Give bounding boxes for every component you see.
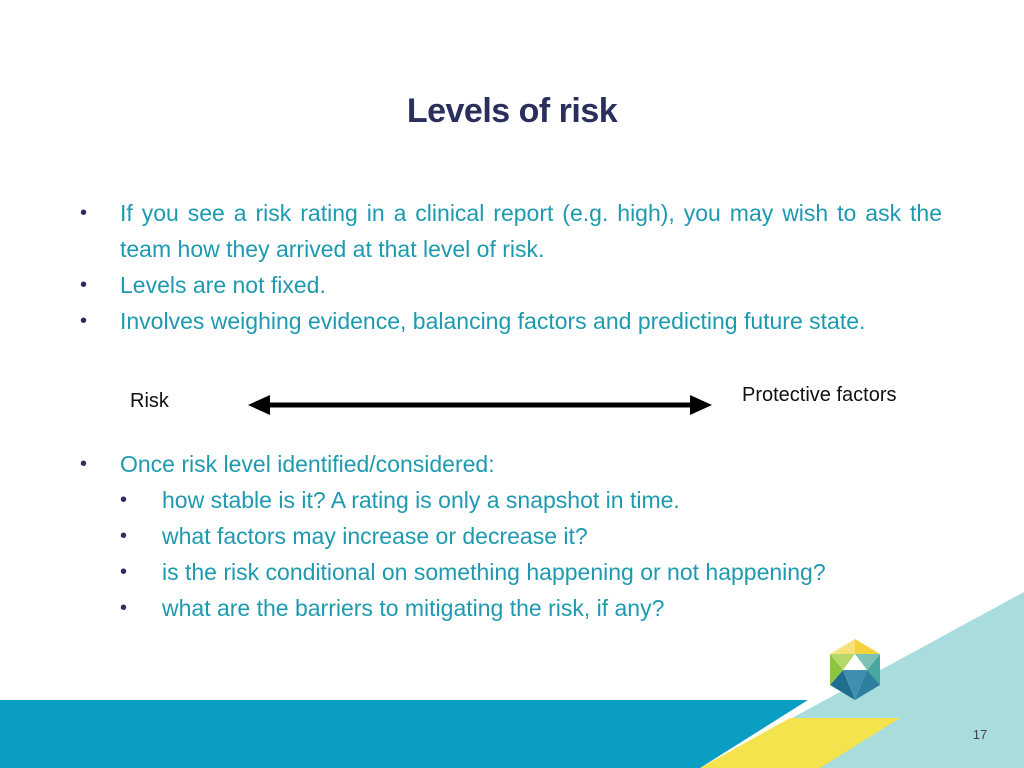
sub-bullet-list	[120, 482, 942, 626]
sub-bullet-text: what are the barriers to mitigating the risk, if any?	[162, 595, 665, 621]
bullet-item	[80, 446, 942, 626]
bullet-dot: •	[80, 274, 88, 296]
footer-teal-band	[0, 700, 808, 768]
bullet-text: If you see a risk rating in a clinical report (e.g. high), you may wish to ask the team how they arrived at that level of risk.	[120, 200, 942, 262]
sub-bullet-text: what factors may increase or decrease it?	[162, 523, 588, 549]
bullet-text: Once risk level identified/considered:	[120, 451, 495, 477]
sub-bullet-dot: •	[120, 525, 128, 547]
bullet-dot: •	[80, 310, 88, 332]
sub-bullet-text: how stable is it? A rating is only a snapshot in time.	[162, 487, 680, 513]
top-bullet-list	[80, 195, 942, 339]
sub-bullet-item	[120, 554, 942, 590]
bullet-item	[80, 303, 942, 339]
sub-bullet-text: is the risk conditional on something happening or not happening?	[162, 559, 826, 585]
slide-title: Levels of risk	[406, 92, 618, 130]
scale-left-label: Risk	[130, 390, 169, 412]
sub-bullet-item	[120, 482, 942, 518]
sub-bullet-dot: •	[120, 561, 128, 583]
bullet-item	[80, 267, 942, 303]
scale-right-label: Protective factors	[742, 384, 897, 406]
bullet-text: Involves weighing evidence, balancing factors and predicting future state.	[120, 308, 866, 334]
bullet-text: Levels are not fixed.	[120, 272, 326, 298]
bullet-dot: •	[80, 202, 88, 224]
bullet-item	[80, 195, 942, 267]
sub-bullet-dot: •	[120, 489, 128, 511]
sub-bullet-item	[120, 518, 942, 554]
page-number: 17	[972, 727, 988, 742]
double-arrow-icon	[248, 392, 712, 418]
organization-logo	[826, 637, 884, 703]
bullet-dot: •	[80, 453, 88, 475]
bottom-bullet-list	[80, 446, 942, 626]
sub-bullet-item	[120, 590, 942, 626]
sub-bullet-dot: •	[120, 597, 128, 619]
